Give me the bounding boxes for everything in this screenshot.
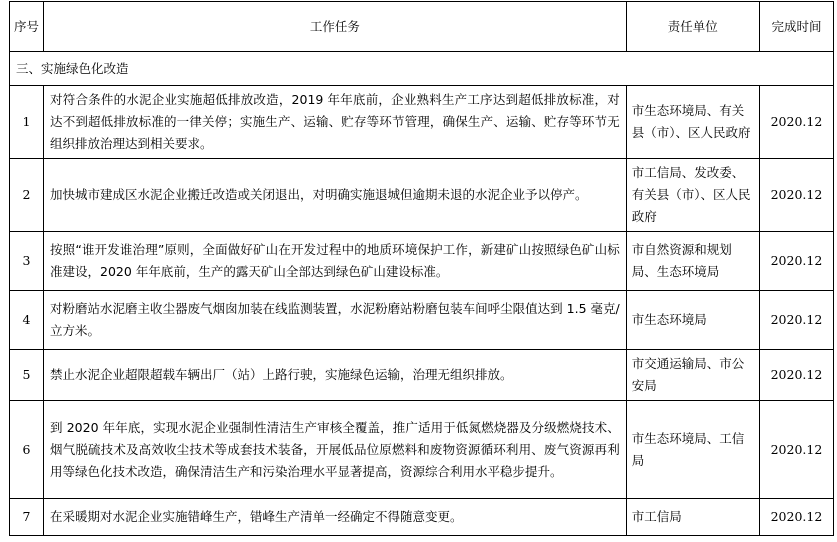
task-table (9, 1, 834, 536)
row-no: 7 (10, 499, 44, 536)
row-task: 到 2020 年年底，实现水泥企业强制性清洁生产审核全覆盖，推广适用于低氮燃烧器及分级燃烧技术、烟气脱硫技术及高效收尘技术等成套技术装备，开展低品位原燃料和废物资源循环利用、废气资源再利用等绿色化技术改造，确保清洁生产和污染治理水平显著提高，资源综合利用水平稳步提升。 (44, 401, 627, 499)
table-row (10, 350, 834, 401)
row-task: 对粉磨站水泥磨主收尘器废气烟囱加装在线监测装置，水泥粉磨站粉磨包装车间呼尘限值达到 1.5 毫克/立方米。 (44, 291, 627, 350)
section-title: 三、实施绿色化改造 (10, 52, 834, 86)
row-task: 按照“谁开发谁治理”原则，全面做好矿山在开发过程中的地质环境保护工作，新建矿山按照绿色矿山标准建设，2020 年年底前，生产的露天矿山全部达到绿色矿山建设标准。 (44, 232, 627, 291)
table-row (10, 499, 834, 536)
row-task: 禁止水泥企业超限超载车辆出厂（站）上路行驶，实施绿色运输，治理无组织排放。 (44, 350, 627, 401)
table-row (10, 291, 834, 350)
row-unit: 市自然资源和规划局、生态环境局 (626, 232, 759, 291)
row-no: 6 (10, 401, 44, 499)
row-unit: 市生态环境局、工信局 (626, 401, 759, 499)
row-date: 2020.12 (759, 401, 833, 499)
row-date: 2020.12 (759, 499, 833, 536)
header-task: 工作任务 (44, 2, 627, 52)
table-row (10, 159, 834, 232)
header-unit: 责任单位 (626, 2, 759, 52)
row-date: 2020.12 (759, 159, 833, 232)
header-date: 完成时间 (759, 2, 833, 52)
row-no: 4 (10, 291, 44, 350)
row-unit: 市交通运输局、市公安局 (626, 350, 759, 401)
row-unit: 市生态环境局 (626, 291, 759, 350)
row-task: 对符合条件的水泥企业实施超低排放改造，2019 年年底前，企业熟料生产工序达到超低排放标准，对达不到超低排放标准的一律关停；实施生产、运输、贮存等环节管理，确保生产、运输、贮存等环节无组织排放治理达到相关要求。 (44, 86, 627, 159)
row-task: 加快城市建成区水泥企业搬迁改造或关闭退出，对明确实施退城但逾期未退的水泥企业予以停产。 (44, 159, 627, 232)
row-no: 2 (10, 159, 44, 232)
table-row (10, 232, 834, 291)
row-no: 1 (10, 86, 44, 159)
row-no: 3 (10, 232, 44, 291)
row-unit: 市生态环境局、有关县（市）、区人民政府 (626, 86, 759, 159)
row-date: 2020.12 (759, 350, 833, 401)
table-row (10, 86, 834, 159)
section-row (10, 52, 834, 86)
header-row (10, 2, 834, 52)
row-date: 2020.12 (759, 291, 833, 350)
header-no: 序号 (10, 2, 44, 52)
row-no: 5 (10, 350, 44, 401)
row-unit: 市工信局、发改委、有关县（市）、区人民政府 (626, 159, 759, 232)
row-date: 2020.12 (759, 232, 833, 291)
row-unit: 市工信局 (626, 499, 759, 536)
row-date: 2020.12 (759, 86, 833, 159)
row-task: 在采暖期对水泥企业实施错峰生产，错峰生产清单一经确定不得随意变更。 (44, 499, 627, 536)
table-row (10, 401, 834, 499)
